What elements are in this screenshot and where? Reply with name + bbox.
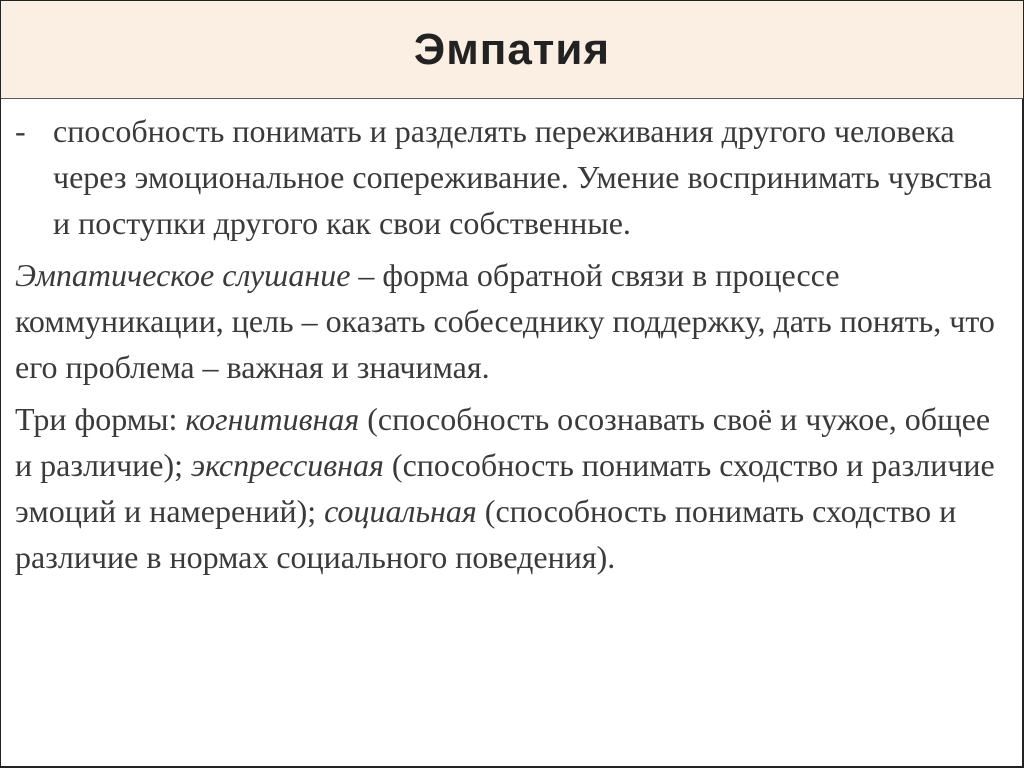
listening-term: Эмпатическое слушание [15, 257, 351, 293]
expressive-term: экспрессивная [191, 447, 384, 483]
expressive-text: (способность понимать сходство и различие эмоций и намерений); [15, 447, 995, 529]
listening-text: – форма обратной связи в процессе коммуникации, цель – оказать собеседнику поддержку, дать понять, что его проблема – важная и значимая. [15, 257, 995, 385]
listening-paragraph [15, 252, 1013, 390]
definition-bullet [15, 108, 1013, 246]
slide-content [15, 108, 1013, 586]
cognitive-term: когнитивная [185, 401, 360, 437]
definition-text: способность понимать и разделять переживания другого человека через эмоциональное сопереживание. Умение воспринимать чувства и поступки другого как свои собственные. [53, 113, 992, 241]
bullet-marker: - [15, 113, 26, 149]
title-bar [1, 1, 1023, 99]
social-text: (способность понимать сходство и различие в нормах социального поведения). [15, 493, 957, 575]
social-term: социальная [324, 493, 477, 529]
forms-intro: Три формы: [15, 401, 186, 437]
slide-title: Эмпатия [413, 24, 611, 74]
cognitive-text: (способность осознавать своё и чужое, общее и различие); [15, 401, 991, 483]
forms-paragraph [15, 396, 1013, 580]
